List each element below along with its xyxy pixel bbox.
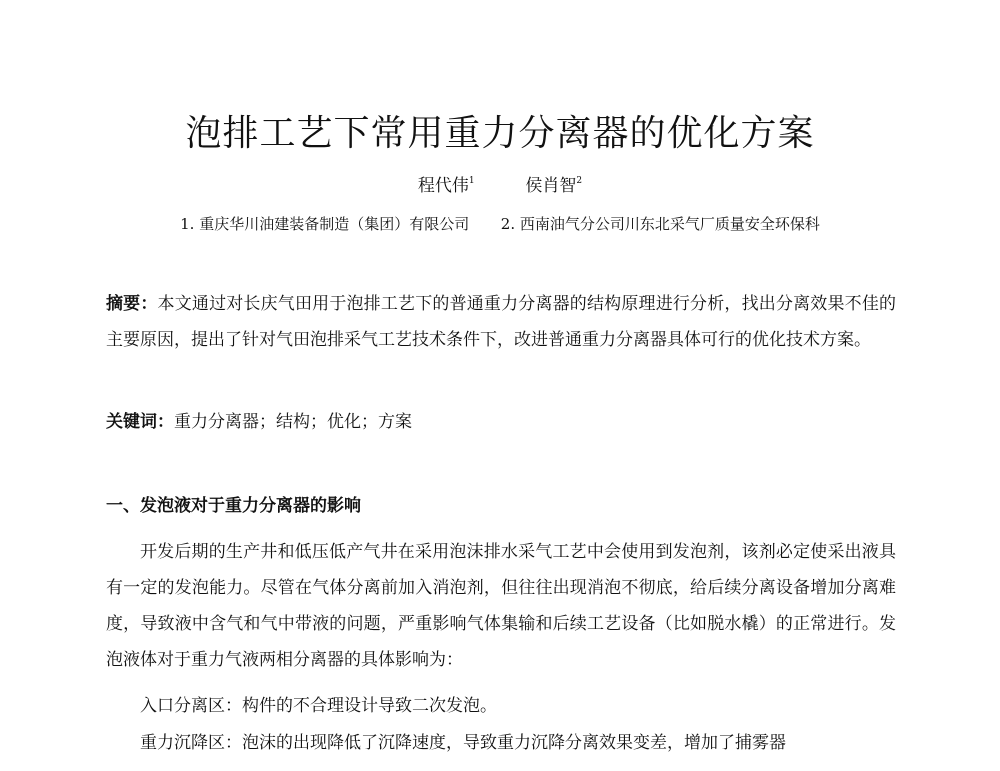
body-paragraph: 重力沉降区：泡沫的出现降低了沉降速度，导致重力沉降分离效果变差，增加了捕雾器 — [140, 733, 786, 753]
author-line — [0, 168, 1000, 199]
author-name: 程代伟 — [417, 176, 469, 196]
affiliation-1: 1. 重庆华川油建装备制造（集团）有限公司 — [180, 215, 470, 233]
keywords-label: 关键词： — [106, 412, 174, 432]
paper-title: 泡排工艺下常用重力分离器的优化方案 — [185, 113, 815, 154]
body-paragraph: 入口分离区：构件的不合理设计导致二次发泡。 — [140, 696, 497, 716]
body-paragraph: 开发后期的生产井和低压低产气井在采用泡沫排水采气工艺中会使用到发泡剂，该剂必定使采出液具有一定的发泡能力。尽管在气体分离前加入消泡剂，但往往出现消泡不彻底，给后续分离设备增加分离难度，导致液中含气和气中带液的问题，严重影响气体集输和后续工艺设备（比如脱水橇）的正常进行。发泡液体对于重力气液两相分离器的具体影响为： — [106, 542, 896, 670]
keywords — [106, 404, 896, 440]
affiliation-line — [0, 212, 1000, 236]
abstract — [106, 286, 896, 358]
abstract-text: 本文通过对长庆气田用于泡排工艺下的普通重力分离器的结构原理进行分析，找出分离效果不佳的主要原因，提出了针对气田泡排采气工艺技术条件下，改进普通重力分离器具体可行的优化技术方案。 — [106, 294, 897, 350]
section-heading: 一、发泡液对于重力分离器的影响 — [106, 496, 361, 516]
abstract-label: 摘要： — [106, 294, 158, 314]
keywords-text: 重力分离器；结构；优化；方案 — [174, 412, 412, 432]
affiliation-2: 2. 西南油气分公司川东北采气厂质量安全环保科 — [500, 215, 820, 233]
author-name: 侯肖智 — [525, 176, 577, 196]
author-affiliation-mark: 2 — [576, 176, 583, 186]
author-affiliation-mark: 1 — [468, 176, 475, 186]
